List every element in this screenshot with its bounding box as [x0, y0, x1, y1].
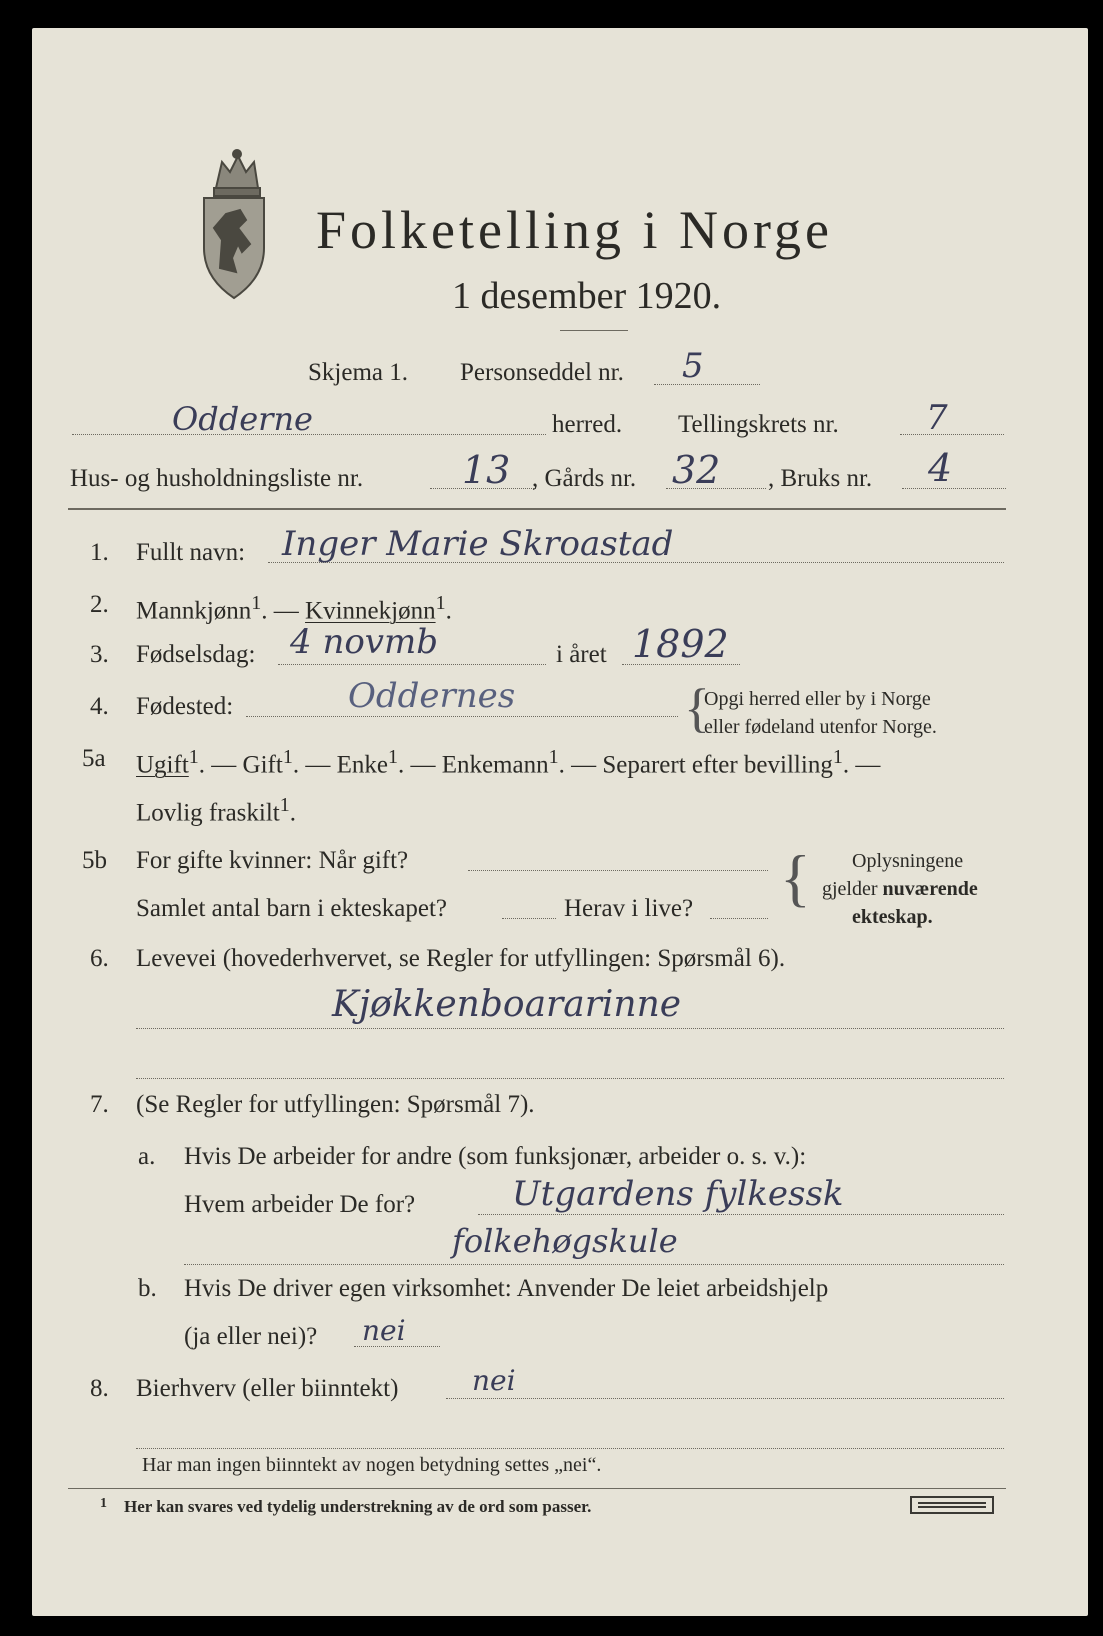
q7b-label2: (ja eller nei)?	[184, 1323, 318, 1350]
q8-value: nei	[472, 1364, 516, 1397]
title-rule	[560, 330, 628, 331]
personseddel-line	[654, 384, 760, 385]
form-title: Folketelling i Norge	[316, 200, 833, 260]
personseddel-label: Personseddel nr.	[460, 359, 624, 386]
q7a-label1: Hvis De arbeider for andre (som funksjonær, arbeider o. s. v.):	[184, 1143, 807, 1170]
q5b-label2: Samlet antal barn i ekteskapet?	[136, 895, 447, 922]
bruks-label: , Bruks nr.	[768, 465, 873, 492]
q5b-note3: ekteskap.	[852, 906, 933, 928]
q6-line2	[136, 1078, 1004, 1079]
q1-label: Fullt navn:	[136, 539, 246, 566]
q4-note-line1: Opgi herred eller by i Norge	[704, 688, 931, 710]
q5a-ugift-underlined: Ugift	[136, 751, 189, 779]
q6-label: Levevei (hovederhvervet, se Regler for utfyllingen: Spørsmål 6).	[136, 945, 786, 972]
q2-female-option-underlined: Kvinnekjønn	[305, 597, 436, 625]
q4-value: Oddernes	[348, 676, 516, 716]
q8-line	[446, 1398, 1004, 1399]
q8-line2	[136, 1448, 1004, 1449]
q5b-brace: {	[780, 842, 811, 913]
census-date: 1 desember 1920.	[452, 275, 722, 317]
q4-brace: {	[684, 678, 710, 738]
header-separator	[68, 508, 1006, 510]
tellingskrets-value: 7	[926, 398, 948, 438]
herred-value: Odderne	[172, 400, 313, 438]
q8-label: Bierhverv (eller biinntekt)	[136, 1375, 399, 1402]
census-form-page	[32, 28, 1088, 1616]
husliste-value: 13	[462, 448, 511, 492]
q6-line1	[136, 1028, 1004, 1029]
gards-value: 32	[672, 448, 721, 492]
q3-value: 4 novmb	[290, 622, 439, 662]
footer-separator	[68, 1488, 1006, 1489]
q7a-label2: Hvem arbeider De for?	[184, 1191, 416, 1218]
q4-number: 4.	[90, 693, 109, 720]
q5a-options: Ugift$^1$. — Gift$^1$. — Enke$^1$. — Enkemann$^1$. — Separert efter bevilling$^1$. —	[136, 746, 881, 779]
q2-male-option: Mannkjønn	[136, 597, 252, 625]
q4-line	[246, 716, 678, 717]
q5b-note2: gjelder nuværende	[822, 878, 978, 900]
q3-number: 3.	[90, 641, 109, 668]
q4-label: Fødested:	[136, 693, 234, 720]
gards-label: , Gårds nr.	[532, 465, 637, 492]
printer-stamp-icon	[910, 1496, 994, 1514]
q7a-line2	[184, 1264, 1004, 1265]
q7-label: (Se Regler for utfyllingen: Spørsmål 7).	[136, 1091, 535, 1118]
q7b-value: nei	[362, 1314, 406, 1347]
footer-note: Har man ingen biinntekt av nogen betydning settes „nei“.	[142, 1454, 602, 1476]
bruks-value: 4	[928, 446, 953, 490]
q7-number: 7.	[90, 1091, 109, 1118]
q6-number: 6.	[90, 945, 109, 972]
q7a-value1: Utgardens fylkessk	[512, 1174, 844, 1214]
q7a-letter: a.	[138, 1143, 156, 1170]
tellingskrets-line	[900, 434, 1004, 435]
footnote-text: Her kan svares ved tydelig understrekning av de ord som passer.	[124, 1497, 592, 1516]
norwegian-coat-of-arms-icon	[192, 148, 270, 300]
q7a-value2: folkehøgskule	[452, 1222, 678, 1260]
q5b-label1: For gifte kvinner: Når gift?	[136, 847, 409, 874]
q1-number: 1.	[90, 539, 109, 566]
q7a-line1	[478, 1214, 1004, 1215]
q6-value: Kjøkkenboararinne	[332, 984, 682, 1025]
tellingskrets-label: Tellingskrets nr.	[678, 411, 839, 438]
q5a-lovlig: Lovlig fraskilt$^1$.	[136, 794, 296, 827]
q4-note-line2: eller fødeland utenfor Norge.	[704, 716, 937, 738]
q7b-label1: Hvis De driver egen virksomhet: Anvender De leiet arbeidshjelp	[184, 1275, 829, 1302]
q5b-line1	[468, 870, 768, 871]
q3-day-line	[278, 664, 546, 665]
q7b-letter: b.	[138, 1275, 157, 1302]
q3-label: Fødselsdag:	[136, 641, 256, 668]
q5a-number: 5a	[82, 745, 106, 772]
q5b-label3: Herav i live?	[564, 895, 694, 922]
q2-number: 2.	[90, 591, 109, 618]
q8-number: 8.	[90, 1375, 109, 1402]
husliste-label: Hus- og husholdningsliste nr.	[70, 465, 364, 492]
schema-label: Skjema 1.	[308, 359, 408, 386]
bruks-line	[902, 488, 1006, 489]
q3-year-value: 1892	[632, 622, 729, 666]
footnote-mark: 1	[100, 1496, 107, 1511]
q1-value: Inger Marie Skroastad	[282, 524, 674, 564]
q5b-number: 5b	[82, 847, 107, 874]
personseddel-value: 5	[682, 346, 704, 386]
herred-label: herred.	[552, 411, 623, 438]
q2-options: Mannkjønn$^1$. — Kvinnekjønn$^1$.	[136, 592, 452, 625]
q3-year-label: i året	[556, 641, 607, 668]
q5b-note1: Oplysningene	[852, 850, 964, 872]
q5b-line2	[502, 918, 556, 919]
q5b-line3	[710, 918, 768, 919]
